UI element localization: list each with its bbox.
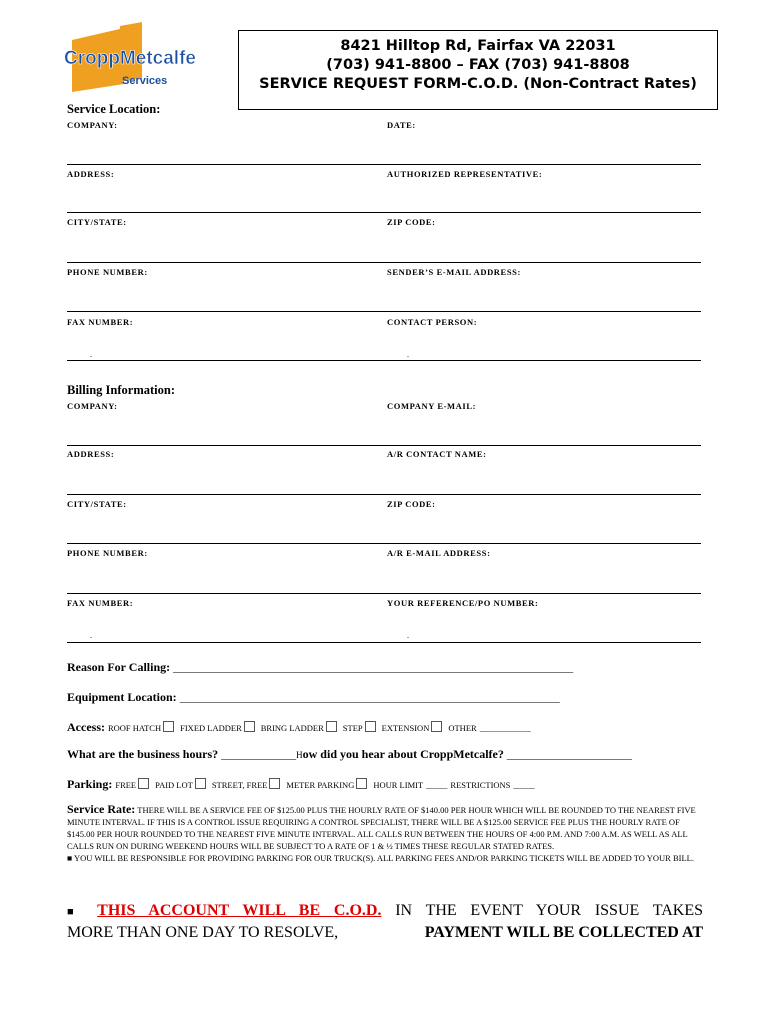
bullet-icon: ■	[67, 906, 84, 918]
parking-meter-label: METER PARKING	[286, 780, 355, 790]
logo-text: CroppMetcalfe	[64, 48, 196, 69]
cod-payment-text: PAYMENT WILL BE COLLECTED AT	[424, 924, 703, 941]
service-sender-email-label: SENDER’S E-MAIL ADDRESS:	[387, 267, 521, 277]
hours-input[interactable]: _______________	[221, 750, 297, 761]
hours-row	[67, 747, 632, 762]
header-title: SERVICE REQUEST FORM-C.O.D. (Non-Contract Rates)	[259, 76, 697, 92]
parking-paid-lot-label: PAID LOT	[155, 780, 193, 790]
access-roof-hatch-label: ROOF HATCH	[107, 723, 162, 733]
billing-city-line[interactable]	[67, 543, 701, 544]
service-phone-label: PHONE NUMBER:	[67, 267, 148, 277]
access-other-label: OTHER	[448, 723, 477, 733]
equipment-input[interactable]: ____________________________________________________________________________	[179, 693, 560, 704]
reason-label: Reason For Calling:	[67, 660, 171, 674]
service-date-label: DATE:	[387, 120, 416, 130]
access-other-input[interactable]: ____________	[479, 723, 531, 733]
dot-marker: .	[90, 350, 92, 359]
referral-input[interactable]: _________________________	[506, 750, 632, 761]
reason-row	[67, 660, 573, 675]
access-fixed-ladder-checkbox[interactable]	[244, 721, 255, 732]
service-address-label: ADDRESS:	[67, 169, 115, 179]
service-rate-text: THERE WILL BE A SERVICE FEE OF $125.00 PLUS THE HOURLY RATE OF $140.00 PER HOUR WHICH WILL BE ROUNDED TO THE NEAREST FIVE MINUTE INTERVAL. IF THIS IS A CONTROL ISSUE REQUIRING A CONTROL SPECIALIST, THERE WILL BE A $125.00 SERVICE FEE PLUS THE HOURLY RATE OF $145.00 PER HOUR ROUNDED TO THE NEAREST FIVE MINUTE INTERVAL. ALL CALLS RUN BETWEEN THE HOURS OF 4:00 P.M. AND 7:00 A.M. AS WELL AS ALL CALLS RUN ON DURING WEEKEND HOURS WILL BE SUBJECT TO A RATE OF 1 & ½ TIMES THESE REGULAR STATED RATES.	[67, 805, 696, 851]
header-address: 8421 Hilltop Rd, Fairfax VA 22031	[340, 38, 616, 54]
parking-street-free-checkbox[interactable]	[269, 778, 280, 789]
equipment-row	[67, 690, 560, 705]
billing-company-label: COMPANY:	[67, 401, 118, 411]
billing-company-email-label: COMPANY E-MAIL:	[387, 401, 477, 411]
cod-warning: THIS ACCOUNT WILL BE C.O.D.	[97, 902, 382, 919]
reason-input[interactable]: ________________________________________________________________________________	[173, 663, 574, 674]
billing-address-label: ADDRESS:	[67, 449, 115, 459]
header-phone: (703) 941-8800 – FAX (703) 941-8808	[326, 57, 630, 73]
access-bring-ladder-label: BRING LADDER	[260, 723, 324, 733]
equipment-label: Equipment Location:	[67, 690, 177, 704]
service-company-line[interactable]	[67, 164, 701, 165]
billing-phone-label: PHONE NUMBER:	[67, 548, 148, 558]
parking-restrictions-label: RESTRICTIONS	[450, 780, 511, 790]
parking-restrictions-input[interactable]: _____	[513, 780, 535, 790]
billing-fax-label: FAX NUMBER:	[67, 598, 134, 608]
service-contact-label: CONTACT PERSON:	[387, 317, 478, 327]
parking-meter-checkbox[interactable]	[356, 778, 367, 789]
hours-h-letter: H	[296, 750, 303, 760]
service-company-label: COMPANY:	[67, 120, 118, 130]
parking-responsibility-text: YOU WILL BE RESPONSIBLE FOR PROVIDING PARKING FOR OUR TRUCK(S). ALL PARKING FEES AND/OR PARKING TICKETS WILL BE ADDED TO YOUR BILL.	[73, 853, 694, 863]
access-extension-checkbox[interactable]	[431, 721, 442, 732]
referral-label: ow did you hear about CroppMetcalfe?	[302, 747, 504, 761]
billing-title: Billing Information:	[67, 383, 175, 397]
billing-company-line[interactable]	[67, 445, 701, 446]
service-phone-line[interactable]	[67, 311, 701, 312]
logo-subtext: Services	[122, 75, 168, 87]
access-label: Access:	[67, 720, 105, 734]
company-logo	[62, 22, 196, 98]
billing-reference-label: YOUR REFERENCE/PO NUMBER:	[387, 598, 539, 608]
service-city-line[interactable]	[67, 262, 701, 263]
access-step-label: STEP	[342, 723, 363, 733]
billing-ar-contact-label: A/R CONTACT NAME:	[387, 449, 487, 459]
service-city-state-label: CITY/STATE:	[67, 217, 127, 227]
parking-free-checkbox[interactable]	[138, 778, 149, 789]
dot-marker: .	[407, 350, 409, 359]
parking-street-free-label: STREET, FREE	[211, 780, 268, 790]
access-step-checkbox[interactable]	[365, 721, 376, 732]
service-rate-block	[67, 803, 707, 864]
service-fax-line[interactable]	[67, 360, 701, 361]
access-fixed-ladder-label: FIXED LADDER	[180, 723, 242, 733]
cod-text-1: IN THE EVENT YOUR ISSUE TAKES	[395, 902, 704, 919]
hours-label: What are the business hours?	[67, 747, 219, 761]
service-rate-label: Service Rate:	[67, 802, 136, 816]
billing-zip-label: ZIP CODE:	[387, 499, 436, 509]
parking-label: Parking:	[67, 777, 113, 791]
cod-text-2: MORE THAN ONE DAY TO RESOLVE,	[67, 924, 339, 941]
dot-marker: .	[407, 631, 409, 640]
cod-notice-line1	[67, 900, 703, 923]
access-row	[67, 720, 531, 735]
service-authorized-rep-label: AUTHORIZED REPRESENTATIVE:	[387, 169, 543, 179]
billing-ar-email-label: A/R E-MAIL ADDRESS:	[387, 548, 491, 558]
dot-marker: .	[90, 631, 92, 640]
parking-free-label: FREE	[115, 780, 137, 790]
billing-fax-line[interactable]	[67, 642, 701, 643]
access-roof-hatch-checkbox[interactable]	[163, 721, 174, 732]
service-fax-label: FAX NUMBER:	[67, 317, 134, 327]
parking-hour-limit-label: HOUR LIMIT	[373, 780, 424, 790]
service-location-title: Service Location:	[67, 102, 161, 116]
header-box	[238, 30, 718, 110]
billing-city-state-label: CITY/STATE:	[67, 499, 127, 509]
service-address-line[interactable]	[67, 212, 701, 213]
bullet-icon: ■	[67, 853, 73, 863]
access-bring-ladder-checkbox[interactable]	[326, 721, 337, 732]
service-zip-label: ZIP CODE:	[387, 217, 436, 227]
parking-hour-limit-input[interactable]: _____	[426, 780, 448, 790]
cod-notice-line2	[67, 922, 703, 944]
billing-address-line[interactable]	[67, 494, 701, 495]
access-extension-label: EXTENSION	[381, 723, 430, 733]
parking-paid-lot-checkbox[interactable]	[195, 778, 206, 789]
parking-row	[67, 777, 535, 792]
billing-phone-line[interactable]	[67, 593, 701, 594]
